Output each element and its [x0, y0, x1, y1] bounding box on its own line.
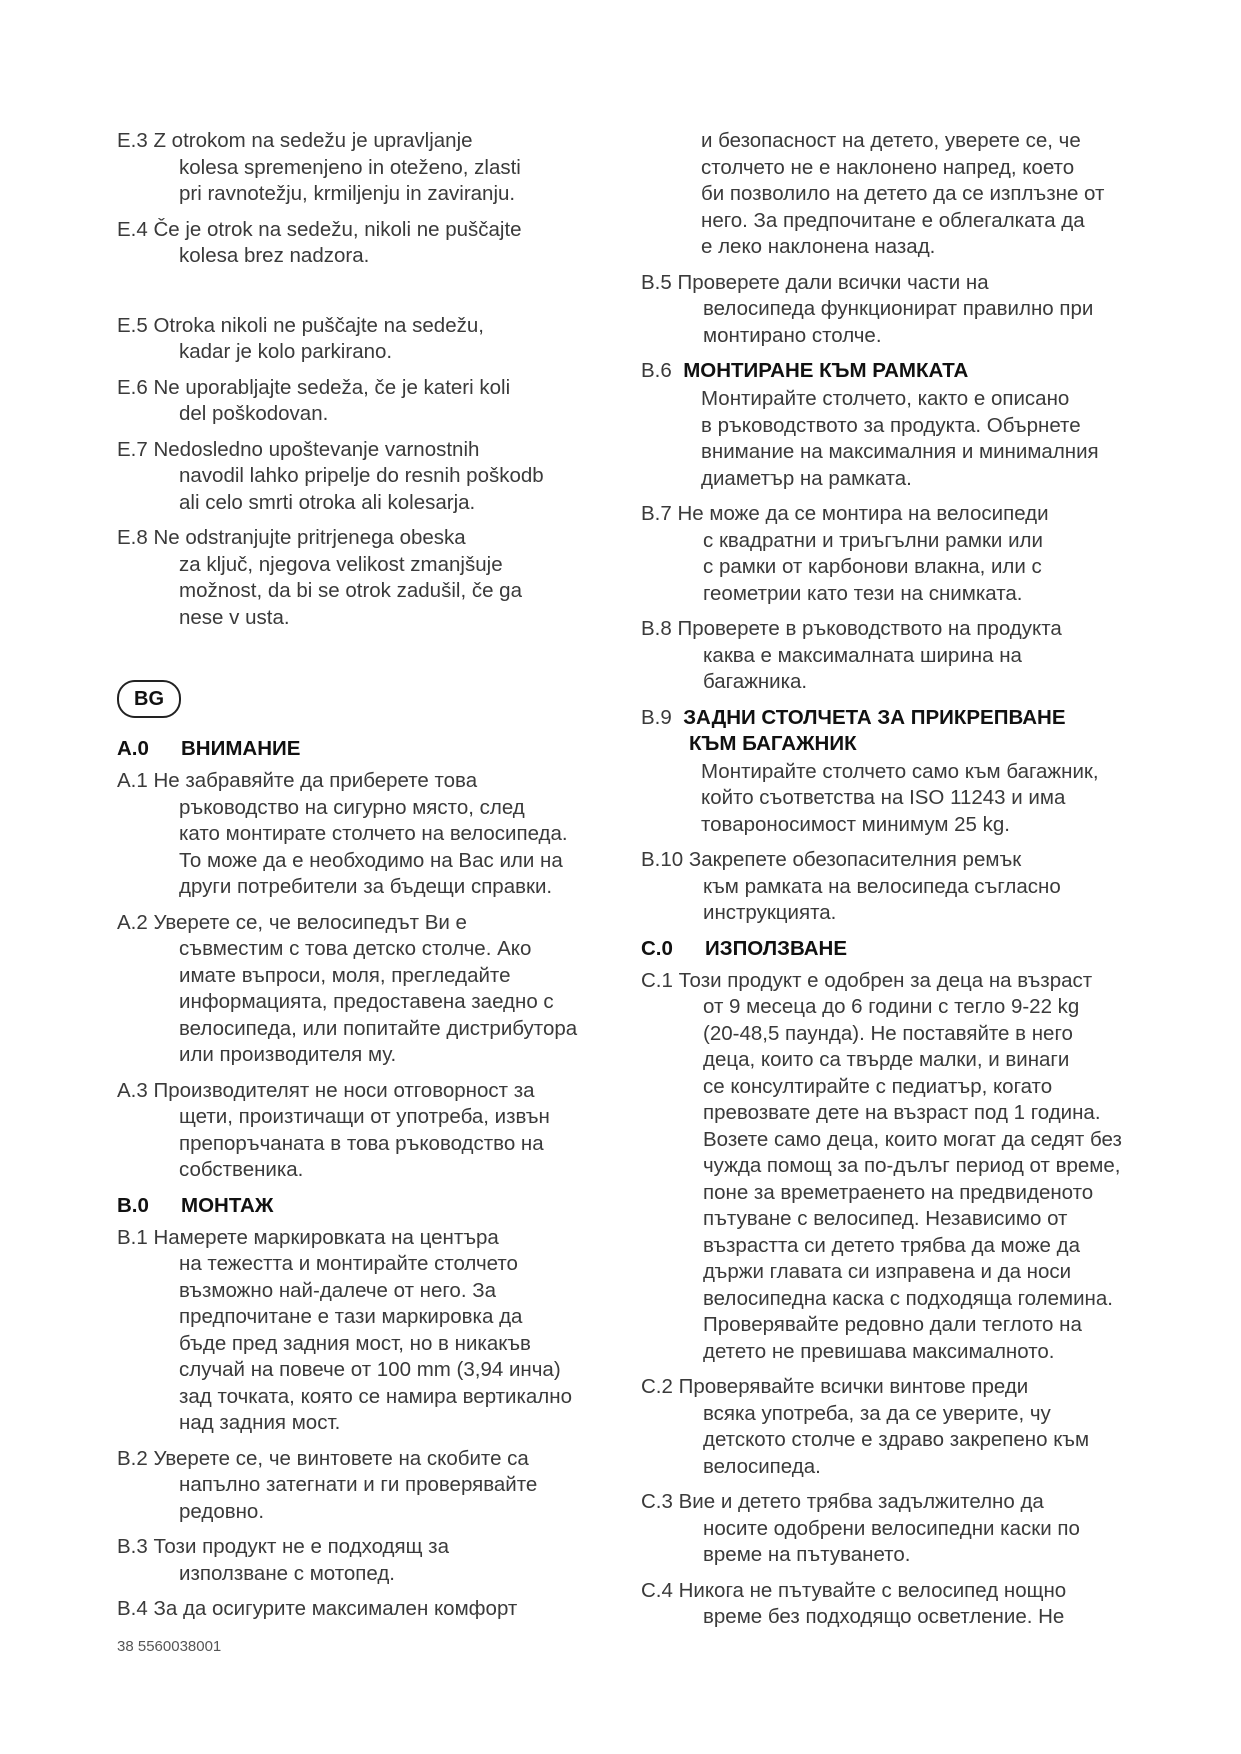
item-first-line: B.7 Не може да се монтира на велосипеди [641, 502, 1049, 525]
body-line: Монтирайте столчето, както е описано [701, 387, 1070, 410]
item-line: от 9 месеца до 6 години с тегло 9-22 kg [703, 995, 1080, 1018]
item-e4 [117, 217, 617, 270]
item-line: navodil lahko pripelje do resnih poškodb [179, 464, 544, 487]
item-first-line: A.3 Производителят не носи отговорност за [117, 1078, 535, 1102]
item-line: kolesa spremenjeno in oteženo, zlasti [179, 155, 521, 179]
item-line: бъде пред задния мост, но в никакъв [179, 1331, 531, 1355]
item-line: държи главата си изправена и да носи [703, 1260, 1072, 1283]
item-line: други потребители за бъдещи справки. [179, 875, 553, 898]
item-first-line: B.2 Уверете се, че винтовете на скобите са [117, 1446, 529, 1470]
item-b4 [117, 1596, 617, 1623]
item-line: случай на повече от 100 mm (3,94 инча) [179, 1358, 561, 1381]
item-a2 [117, 910, 617, 1069]
item-first-line: E.6 Ne uporabljajte sedeža, če je kateri koli [117, 375, 511, 399]
item-b1 [117, 1225, 617, 1437]
item-first-line: B.5 Проверете дали всички части на [641, 270, 989, 294]
item-line: pri ravnotežju, krmiljenju in zaviranju. [179, 182, 516, 205]
item-b2 [117, 1446, 617, 1526]
item-line: време без подходящо осветление. Не [703, 1605, 1065, 1628]
item-line: монтирано столче. [703, 323, 882, 347]
item-first-line: C.3 Вие и детето трябва задължително да [641, 1490, 1044, 1513]
item-line: Проверявайте редовно дали теглото на [703, 1313, 1082, 1336]
item-first-line: B.4 За да осигурите максимален комфорт [117, 1597, 518, 1620]
item-e6 [117, 375, 617, 428]
item-b7 [641, 501, 1141, 607]
subsection-title: МОНТИРАНЕ КЪМ РАМКАТА [683, 359, 969, 382]
item-b3 [117, 1534, 617, 1587]
body-line: него. За предпочитане е облегалката да [701, 208, 1085, 232]
item-line: с рамки от карбонови влакна, или с [703, 555, 1042, 578]
item-line: към рамката на велосипеда съгласно [703, 874, 1061, 898]
item-c1 [641, 968, 1141, 1366]
item-line: като монтирате столчето на велосипеда. [179, 822, 568, 845]
body-line: Монтирайте столчето само към багажник, [701, 759, 1099, 783]
item-b4-continued [641, 128, 1141, 261]
item-first-line: C.4 Никога не пътувайте с велосипед нощно [641, 1578, 1067, 1602]
item-line: поне за времетраенето на предвиденото [703, 1180, 1094, 1204]
subsection-title-line2: КЪМ БАГАЖНИК [689, 731, 857, 755]
item-line: щети, произтичащи от употреба, извън [179, 1105, 550, 1128]
item-line: То може да е необходимо на Вас или на [179, 848, 563, 872]
item-a3 [117, 1078, 617, 1184]
item-b6-body [641, 386, 1141, 492]
item-line: велосипеда. [703, 1454, 821, 1478]
item-line: предпочитане е тази маркировка да [179, 1305, 523, 1328]
item-line: del poškodovan. [179, 402, 329, 425]
item-line: велосипеда функционират правилно при [703, 297, 1094, 320]
item-line: на тежестта и монтирайте столчето [179, 1252, 518, 1275]
spacer [117, 279, 617, 313]
item-line: kadar je kolo parkirano. [179, 340, 393, 363]
section-heading-c0 [641, 936, 1141, 962]
item-line: използване с мотопед. [179, 1561, 396, 1585]
item-first-line: C.1 Този продукт е одобрен за деца на възраст [641, 968, 1093, 992]
subsection-number: B.6 [641, 359, 672, 382]
item-line: možnost, da bi se otrok zadušil, če ga [179, 579, 522, 602]
section-number: B.0 [117, 1193, 149, 1217]
item-line: чужда помощ за по-дълъг период от време, [703, 1154, 1121, 1177]
section-number: A.0 [117, 737, 149, 760]
item-line: собственика. [179, 1158, 304, 1181]
section-title: ВНИМАНИЕ [181, 737, 301, 760]
item-c3 [641, 1489, 1141, 1569]
item-e7 [117, 437, 617, 517]
body-line: който съответства на ISO 11243 и има [701, 786, 1066, 809]
item-line: над задния мост. [179, 1411, 341, 1434]
item-first-line: E.8 Ne odstranjujte pritrjenega obeska [117, 526, 466, 549]
item-first-line: B.1 Намерете маркировката на центъра [117, 1225, 499, 1249]
body-line: и безопасност на детето, уверете се, че [701, 129, 1081, 152]
item-line: kolesa brez nadzora. [179, 244, 370, 267]
item-line: ръководство на сигурно място, след [179, 795, 525, 819]
section-heading-b0 [117, 1193, 617, 1219]
language-badge-bg: BG [117, 680, 181, 718]
item-line: носите одобрени велосипедни каски по [703, 1516, 1080, 1540]
item-first-line: A.2 Уверете се, че велосипедът Ви е [117, 910, 467, 934]
item-b8 [641, 616, 1141, 696]
item-line: пътуване с велосипед. Независимо от [703, 1207, 1068, 1230]
item-line: (20-48,5 паунда). Не поставяйте в него [703, 1021, 1073, 1045]
item-first-line: E.3 Z otrokom na sedežu je upravljanje [117, 129, 473, 152]
item-e3 [117, 128, 617, 208]
item-first-line: B.10 Закрепете обезопасителния ремък [641, 848, 1022, 871]
item-line: деца, които са твърде малки, и винаги [703, 1048, 1070, 1071]
item-first-line: A.1 Не забравяйте да приберете това [117, 769, 478, 792]
item-line: препоръчаната в това ръководство на [179, 1131, 544, 1155]
body-line: диаметър на рамката. [701, 466, 912, 490]
body-line: е леко наклонена назад. [701, 235, 936, 258]
item-line: каква е максималната ширина на [703, 643, 1022, 667]
section-heading-a0 [117, 736, 617, 762]
item-line: ali celo smrti otroka ali kolesarja. [179, 490, 476, 514]
item-first-line: C.2 Проверявайте всички винтове преди [641, 1375, 1029, 1398]
right-column [641, 128, 1141, 1640]
body-line: внимание на максималния и минималния [701, 440, 1099, 463]
body-line: в ръководството за продукта. Обърнете [701, 413, 1081, 437]
section-title: ИЗПОЛЗВАНЕ [705, 936, 848, 960]
item-line: редовно. [179, 1499, 265, 1523]
item-line: nese v usta. [179, 605, 290, 629]
subsection-heading-b6 [641, 358, 1141, 384]
item-e8 [117, 525, 617, 631]
item-b9-body [641, 759, 1141, 839]
item-line: всяка употреба, за да се уверите, чу [703, 1401, 1051, 1425]
item-b5 [641, 270, 1141, 350]
item-first-line: E.5 Otroka nikoli ne puščajte na sedežu, [117, 313, 484, 337]
item-line: велосипеда, или попитайте дистрибутора [179, 1016, 578, 1040]
item-first-line: B.3 Този продукт не е подходящ за [117, 1535, 449, 1558]
item-line: za ključ, njegova velikost zmanjšuje [179, 552, 503, 576]
left-column [117, 128, 617, 1632]
item-line: велосипедна каска с подходяща големина. [703, 1286, 1113, 1310]
item-line: имате въпроси, моля, прегледайте [179, 963, 511, 987]
item-line: възрастта си детето трябва да може да [703, 1233, 1080, 1257]
item-line: се консултирайте с педиатър, когато [703, 1074, 1053, 1098]
item-line: детето не превишава максималното. [703, 1339, 1055, 1363]
item-line: инструкцията. [703, 901, 837, 924]
subsection-heading-b9 [641, 705, 1141, 757]
item-line: напълно затегнати и ги проверявайте [179, 1473, 538, 1496]
item-line: или производителя му. [179, 1043, 397, 1066]
item-first-line: E.4 Če je otrok na sedežu, nikoli ne puščajte [117, 217, 522, 241]
item-line: време на пътуването. [703, 1543, 911, 1566]
item-a1 [117, 768, 617, 901]
item-b10 [641, 847, 1141, 927]
item-line: багажника. [703, 670, 808, 693]
body-line: столчето не е наклонено напред, което [701, 155, 1075, 179]
item-c4 [641, 1578, 1141, 1631]
subsection-title-line1: ЗАДНИ СТОЛЧЕТА ЗА ПРИКРЕПВАНЕ [683, 705, 1066, 729]
item-c2 [641, 1374, 1141, 1480]
subsection-number: B.9 [641, 705, 672, 729]
item-line: зад точката, която се намира вертикално [179, 1384, 572, 1408]
item-line: геометрии като тези на снимката. [703, 581, 1023, 605]
item-line: превозвате дете на възраст под 1 година. [703, 1101, 1101, 1124]
item-line: съвместим с това детско столче. Ако [179, 937, 532, 960]
item-line: с квадратни и триъгълни рамки или [703, 528, 1043, 552]
item-first-line: E.7 Nedosledno upoštevanje varnostnih [117, 437, 480, 461]
item-line: детското столче е здраво закрепено към [703, 1428, 1090, 1451]
item-first-line: B.8 Проверете в ръководството на продукта [641, 617, 1062, 640]
page-footer: 38 5560038001 [117, 1638, 222, 1655]
item-line: информацията, предоставена заедно с [179, 990, 554, 1013]
body-line: товароносимост минимум 25 kg. [701, 812, 1010, 836]
item-e5 [117, 313, 617, 366]
section-title: МОНТАЖ [181, 1193, 274, 1217]
section-number: C.0 [641, 936, 673, 960]
item-line: възможно най-далече от него. За [179, 1278, 496, 1302]
item-line: Возете само деца, които могат да седят без [703, 1127, 1122, 1151]
body-line: би позволило на детето да се изплъзне от [701, 182, 1105, 205]
